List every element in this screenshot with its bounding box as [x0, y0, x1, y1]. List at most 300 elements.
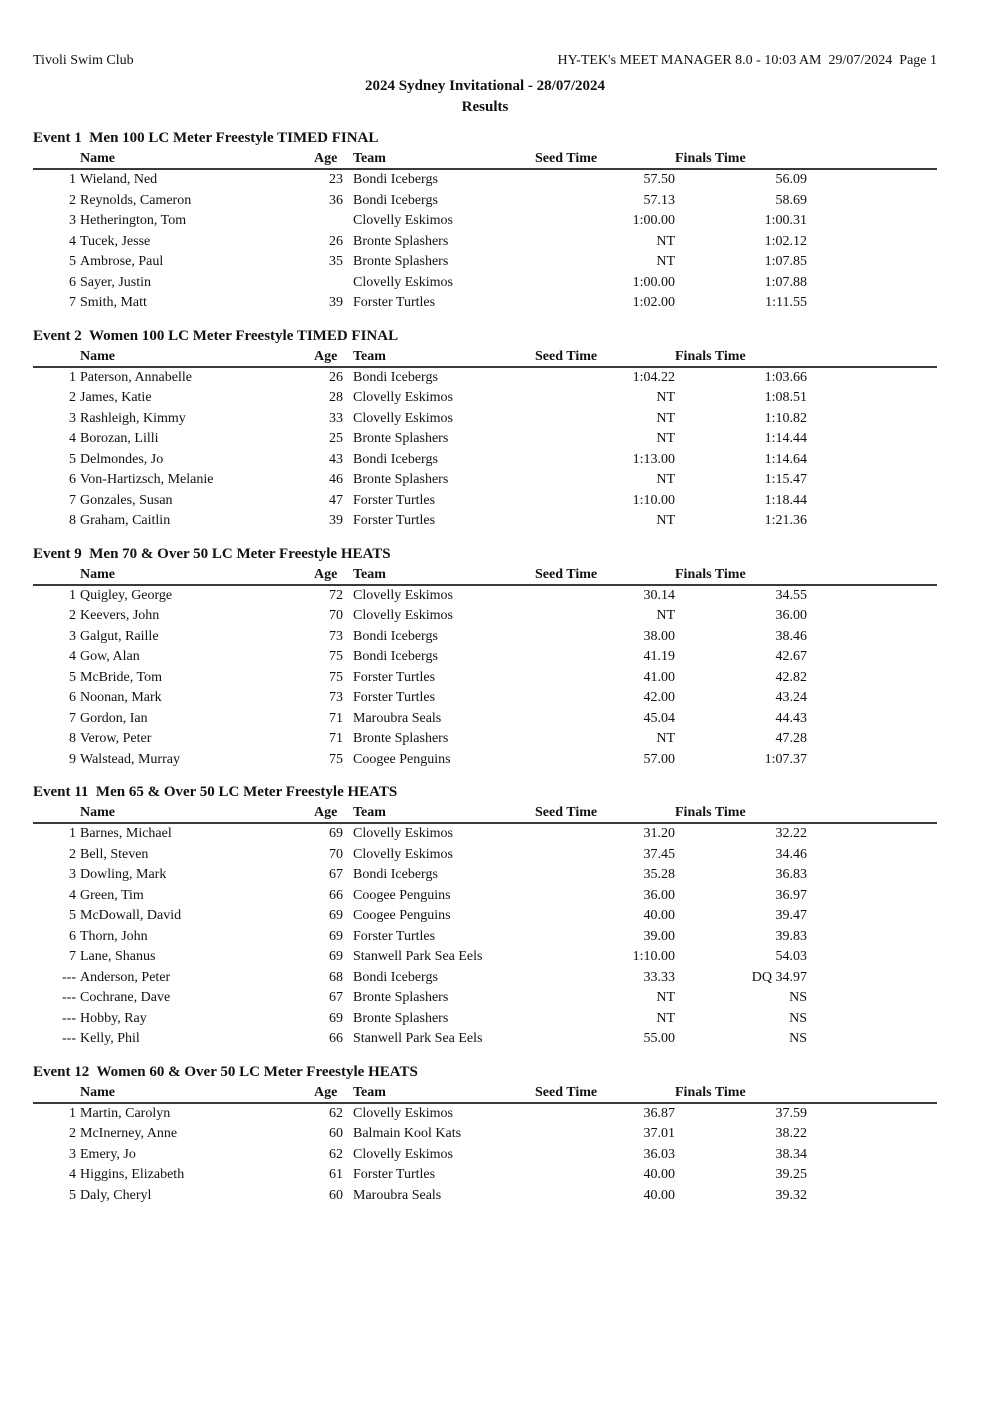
cell-team: Forster Turtles [353, 513, 436, 528]
column-header-seed-time: Seed Time [535, 149, 675, 169]
cell-fill [807, 1029, 937, 1050]
cell-name: Wieland, Ned [80, 172, 158, 187]
column-header-team: Team [343, 565, 535, 585]
cell-name: Barnes, Michael [80, 826, 172, 841]
column-header-place [33, 347, 76, 367]
cell-team: Bronte Splashers [353, 990, 449, 1005]
cell-name: Delmondes, Jo [80, 451, 164, 467]
cell-age: 69 [329, 908, 343, 923]
cell-fill [807, 606, 937, 627]
result-row [33, 647, 937, 668]
result-row [33, 470, 937, 491]
cell-age: 62 [329, 1105, 343, 1121]
cell-finals: NS [789, 1031, 807, 1046]
cell-age: 71 [329, 731, 343, 746]
cell-seed: NT [656, 233, 675, 249]
results-table [33, 803, 937, 1050]
cell-team: Bondi Icebergs [353, 192, 438, 208]
cell-seed: 30.14 [643, 587, 675, 603]
result-row [33, 191, 937, 212]
cell-finals: 36.83 [775, 867, 807, 882]
cell-team: Clovelly Eskimos [353, 846, 453, 862]
cell-fill [807, 273, 937, 294]
cell-team: Bondi Icebergs [353, 867, 438, 882]
cell-finals: 38.34 [775, 1146, 807, 1162]
cell-team: Maroubra Seals [353, 1187, 442, 1203]
result-row [33, 845, 937, 866]
cell-place: 2 [69, 1126, 76, 1141]
cell-fill [807, 647, 937, 668]
cell-place: 3 [69, 1146, 76, 1162]
cell-age: 61 [329, 1167, 343, 1182]
cell-age: 25 [329, 431, 343, 446]
column-header-team: Team [343, 347, 535, 367]
cell-name: Smith, Matt [80, 295, 147, 310]
cell-name: Gow, Alan [80, 649, 140, 664]
cell-age: 69 [329, 949, 343, 964]
cell-fill [807, 491, 937, 512]
cell-finals: 43.24 [775, 690, 807, 705]
cell-team: Clovelly Eskimos [353, 213, 453, 228]
results-body [33, 585, 937, 771]
cell-seed: 36.03 [643, 1146, 675, 1162]
cell-team: Clovelly Eskimos [353, 608, 453, 623]
results-body [33, 367, 937, 532]
event-section [33, 783, 937, 1050]
cell-fill [807, 1103, 937, 1125]
cell-place: 5 [69, 451, 76, 467]
cell-seed: NT [656, 1010, 675, 1026]
cell-fill [807, 947, 937, 968]
event-section [33, 129, 937, 314]
cell-team: Balmain Kool Kats [353, 1126, 462, 1141]
cell-place: 3 [69, 867, 76, 882]
cell-seed: 41.00 [643, 669, 675, 685]
result-row [33, 709, 937, 730]
cell-age: 33 [329, 410, 343, 426]
cell-finals: 1:14.44 [764, 431, 807, 446]
event-title: Event 2 Women 100 LC Meter Freestyle TIMED FINAL [33, 327, 399, 344]
cell-finals: 32.22 [775, 826, 807, 841]
cell-name: Higgins, Elizabeth [80, 1167, 185, 1182]
cell-fill [807, 668, 937, 689]
generator-info: HY-TEK's MEET MANAGER 8.0 - 10:03 AM 29/07/2024 Page 1 [557, 53, 937, 68]
cell-finals: 1:03.66 [764, 369, 807, 385]
cell-place: --- [62, 1010, 76, 1026]
cell-age: 75 [329, 669, 343, 685]
cell-seed: NT [656, 731, 675, 746]
cell-place: 3 [69, 410, 76, 426]
cell-fill [807, 750, 937, 771]
cell-seed: 40.00 [643, 1187, 675, 1203]
cell-age: 73 [329, 690, 343, 705]
cell-finals: 39.83 [775, 928, 807, 944]
result-row [33, 293, 937, 314]
cell-fill [807, 729, 937, 750]
cell-fill [807, 409, 937, 430]
cell-place: 2 [69, 390, 76, 405]
cell-seed: 1:02.00 [632, 295, 675, 310]
cell-name: Gordon, Ian [80, 710, 148, 726]
column-header-team: Team [343, 803, 535, 823]
cell-age: 35 [329, 254, 343, 269]
cell-seed: 1:04.22 [632, 369, 675, 385]
event-title: Event 1 Men 100 LC Meter Freestyle TIMED FINAL [33, 130, 379, 146]
cell-seed: 55.00 [643, 1031, 675, 1046]
column-header-seed-time: Seed Time [535, 565, 675, 585]
cell-seed: NT [656, 472, 675, 487]
cell-team: Forster Turtles [353, 690, 436, 705]
cell-finals: 56.09 [775, 172, 807, 187]
cell-fill [807, 1124, 937, 1145]
cell-place: 1 [69, 587, 76, 603]
cell-team: Clovelly Eskimos [353, 274, 453, 290]
cell-place: --- [62, 990, 76, 1005]
meet-title: 2024 Sydney Invitational - 28/07/2024 [364, 78, 606, 94]
cell-fill [807, 865, 937, 886]
cell-team: Bondi Icebergs [353, 969, 438, 985]
cell-team: Bronte Splashers [353, 254, 449, 269]
cell-fill [807, 988, 937, 1009]
column-header-fill [807, 565, 937, 585]
cell-seed: 45.04 [643, 710, 675, 726]
cell-team: Bronte Splashers [353, 1010, 449, 1026]
cell-place: 5 [69, 908, 76, 923]
result-row [33, 1103, 937, 1125]
cell-finals: 1:21.36 [764, 513, 807, 528]
cell-age: 23 [329, 172, 343, 187]
cell-finals: DQ 34.97 [751, 969, 807, 985]
cell-fill [807, 470, 937, 491]
cell-team: Forster Turtles [353, 1167, 436, 1182]
cell-finals: 1:14.64 [764, 451, 807, 467]
column-header-name: Name [76, 149, 314, 169]
column-header-finals-time: Finals Time [675, 803, 807, 823]
cell-fill [807, 388, 937, 409]
cell-team: Stanwell Park Sea Eels [353, 949, 483, 964]
cell-age: 68 [329, 969, 343, 985]
cell-age: 70 [329, 846, 343, 862]
cell-team: Coogee Penguins [353, 751, 451, 767]
result-row [33, 252, 937, 273]
cell-seed: 1:13.00 [632, 451, 675, 467]
cell-fill [807, 968, 937, 989]
column-header-place [33, 1083, 76, 1103]
cell-fill [807, 1165, 937, 1186]
cell-team: Bondi Icebergs [353, 172, 438, 187]
cell-team: Coogee Penguins [353, 908, 451, 923]
column-header-finals-time: Finals Time [675, 1083, 807, 1103]
cell-finals: NS [789, 1010, 807, 1026]
cell-name: Borozan, Lilli [80, 431, 159, 446]
cell-seed: NT [656, 608, 675, 623]
cell-seed: 35.28 [643, 867, 675, 882]
cell-name: Von-Hartizsch, Melanie [80, 472, 214, 487]
cell-seed: 57.50 [643, 172, 675, 187]
cell-finals: 36.00 [775, 608, 807, 623]
cell-fill [807, 169, 937, 191]
cell-fill [807, 511, 937, 532]
cell-fill [807, 293, 937, 314]
cell-name: Graham, Caitlin [80, 513, 171, 528]
cell-fill [807, 886, 937, 907]
cell-name: Paterson, Annabelle [80, 369, 192, 385]
cell-name: Bell, Steven [80, 846, 149, 862]
results-table [33, 1083, 937, 1207]
cell-seed: 37.45 [643, 846, 675, 862]
result-row [33, 688, 937, 709]
event-section [33, 1063, 937, 1207]
cell-name: Hobby, Ray [80, 1010, 147, 1026]
cell-name: James, Katie [80, 390, 152, 405]
cell-age: 39 [329, 295, 343, 310]
cell-fill [807, 688, 937, 709]
cell-name: Green, Tim [80, 887, 144, 903]
event-section [33, 545, 937, 771]
cell-seed: 1:10.00 [632, 492, 675, 508]
cell-fill [807, 927, 937, 948]
cell-age: 47 [329, 492, 343, 508]
cell-seed: 1:00.00 [632, 213, 675, 228]
cell-seed: NT [656, 990, 675, 1005]
cell-place: 2 [69, 192, 76, 208]
cell-seed: 39.00 [643, 928, 675, 944]
cell-place: 3 [69, 628, 76, 644]
cell-name: Ambrose, Paul [80, 254, 164, 269]
cell-place: 7 [69, 492, 76, 508]
cell-seed: 31.20 [643, 826, 675, 841]
cell-fill [807, 1186, 937, 1207]
cell-name: Gonzales, Susan [80, 492, 173, 508]
cell-name: Rashleigh, Kimmy [80, 410, 186, 426]
cell-seed: 42.00 [643, 690, 675, 705]
cell-place: 1 [69, 172, 76, 187]
cell-name: Dowling, Mark [80, 867, 167, 882]
cell-place: 6 [69, 274, 76, 290]
cell-place: 8 [69, 513, 76, 528]
cell-fill [807, 585, 937, 607]
result-row [33, 169, 937, 191]
cell-seed: 33.33 [643, 969, 675, 985]
result-row [33, 491, 937, 512]
cell-place: 4 [69, 431, 76, 446]
cell-name: McInerney, Anne [80, 1126, 178, 1141]
result-row [33, 606, 937, 627]
cell-name: Kelly, Phil [80, 1031, 140, 1046]
cell-team: Clovelly Eskimos [353, 410, 453, 426]
cell-seed: 36.87 [643, 1105, 675, 1121]
cell-place: 5 [69, 1187, 76, 1203]
cell-place: 4 [69, 887, 76, 903]
cell-age: 62 [329, 1146, 343, 1162]
result-row [33, 750, 937, 771]
cell-name: Martin, Carolyn [80, 1105, 171, 1121]
cell-age: 28 [329, 390, 343, 405]
cell-name: Tucek, Jesse [80, 233, 151, 249]
result-row [33, 388, 937, 409]
cell-age: 26 [329, 369, 343, 385]
column-header-name: Name [76, 1083, 314, 1103]
cell-place: 4 [69, 649, 76, 664]
event-section [33, 327, 937, 532]
cell-place: 5 [69, 254, 76, 269]
cell-seed: 40.00 [643, 1167, 675, 1182]
cell-name: Sayer, Justin [80, 274, 151, 290]
result-row [33, 367, 937, 389]
cell-age: 67 [329, 867, 343, 882]
results-header-row [33, 149, 937, 169]
results-table [33, 565, 937, 771]
cell-team: Clovelly Eskimos [353, 390, 453, 405]
cell-name: Lane, Shanus [80, 949, 156, 964]
cell-name: Quigley, George [80, 587, 173, 603]
cell-seed: 40.00 [643, 908, 675, 923]
cell-age: 75 [329, 751, 343, 767]
cell-place: 9 [69, 751, 76, 767]
meet-subtitle: Results [461, 99, 509, 115]
cell-age: 43 [329, 451, 343, 467]
cell-age: 75 [329, 649, 343, 664]
cell-team: Clovelly Eskimos [353, 826, 453, 841]
cell-finals: 1:08.51 [764, 390, 807, 405]
result-row [33, 1165, 937, 1186]
cell-seed: NT [656, 254, 675, 269]
result-row [33, 968, 937, 989]
cell-finals: 1:00.31 [764, 213, 807, 228]
result-row [33, 865, 937, 886]
result-row [33, 511, 937, 532]
cell-place: 4 [69, 233, 76, 249]
cell-place: 4 [69, 1167, 76, 1182]
cell-place: 6 [69, 928, 76, 944]
result-row [33, 232, 937, 253]
column-header-seed-time: Seed Time [535, 1083, 675, 1103]
cell-place: 7 [69, 295, 76, 310]
column-header-name: Name [76, 347, 314, 367]
cell-fill [807, 232, 937, 253]
cell-place: 2 [69, 846, 76, 862]
column-header-age: Age [314, 803, 343, 823]
result-row [33, 1145, 937, 1166]
results-body [33, 1103, 937, 1207]
cell-team: Clovelly Eskimos [353, 587, 453, 603]
cell-finals: 1:07.88 [764, 274, 807, 290]
result-row [33, 886, 937, 907]
cell-age [314, 273, 343, 294]
cell-finals: 42.82 [775, 669, 807, 685]
cell-name: McBride, Tom [80, 669, 162, 685]
cell-finals: 1:11.55 [765, 295, 807, 310]
cell-team: Forster Turtles [353, 295, 436, 310]
cell-seed: NT [656, 513, 675, 528]
results-header-row [33, 347, 937, 367]
cell-name: Verow, Peter [80, 731, 152, 746]
cell-name: Galgut, Raille [80, 628, 159, 644]
cell-age: 36 [329, 192, 343, 208]
event-title: Event 11 Men 65 & Over 50 LC Meter Freestyle HEATS [33, 784, 398, 800]
cell-name: Reynolds, Cameron [80, 192, 192, 208]
cell-age: 71 [329, 710, 343, 726]
cell-seed: 1:10.00 [632, 949, 675, 964]
result-row [33, 273, 937, 294]
cell-seed: NT [656, 390, 675, 405]
column-header-finals-time: Finals Time [675, 149, 807, 169]
cell-seed: 41.19 [643, 649, 675, 664]
cell-fill [807, 429, 937, 450]
cell-team: Forster Turtles [353, 928, 436, 944]
cell-age: 69 [329, 1010, 343, 1026]
cell-place: 8 [69, 731, 76, 746]
cell-team: Bondi Icebergs [353, 369, 438, 385]
cell-finals: 1:18.44 [764, 492, 807, 508]
cell-team: Maroubra Seals [353, 710, 442, 726]
cell-name: Cochrane, Dave [80, 990, 171, 1005]
cell-finals: 47.28 [775, 731, 807, 746]
cell-place: 6 [69, 690, 76, 705]
result-row [33, 947, 937, 968]
result-row [33, 927, 937, 948]
column-header-finals-time: Finals Time [675, 565, 807, 585]
cell-age: 60 [329, 1126, 343, 1141]
cell-finals: 1:07.37 [764, 751, 807, 767]
results-body [33, 169, 937, 314]
cell-finals: 44.43 [775, 710, 807, 726]
result-row [33, 823, 937, 845]
cell-finals: 1:02.12 [764, 233, 807, 249]
column-header-place [33, 565, 76, 585]
cell-fill [807, 211, 937, 232]
cell-team: Bronte Splashers [353, 233, 449, 249]
cell-team: Bondi Icebergs [353, 451, 438, 467]
column-header-team: Team [343, 149, 535, 169]
cell-seed: 36.00 [643, 887, 675, 903]
cell-place: 1 [69, 826, 76, 841]
cell-finals: 34.55 [775, 587, 807, 603]
result-row [33, 627, 937, 648]
cell-name: McDowall, David [80, 908, 182, 923]
cell-place: 3 [69, 213, 76, 228]
cell-place: 7 [69, 710, 76, 726]
cell-age: 46 [329, 472, 343, 487]
cell-fill [807, 191, 937, 212]
cell-fill [807, 1145, 937, 1166]
results-table [33, 347, 937, 532]
cell-seed: 57.13 [643, 192, 675, 208]
cell-age: 67 [329, 990, 343, 1005]
cell-age: 70 [329, 608, 343, 623]
cell-fill [807, 906, 937, 927]
result-row [33, 450, 937, 471]
result-row [33, 1029, 937, 1050]
cell-finals: 39.47 [775, 908, 807, 923]
cell-age [314, 211, 343, 232]
result-row [33, 429, 937, 450]
result-row [33, 1124, 937, 1145]
results-table [33, 149, 937, 314]
cell-team: Clovelly Eskimos [353, 1105, 453, 1121]
column-header-age: Age [314, 1083, 343, 1103]
results-header-row [33, 1083, 937, 1103]
cell-seed: 1:00.00 [632, 274, 675, 290]
cell-finals: NS [789, 990, 807, 1005]
result-row [33, 1186, 937, 1207]
column-header-seed-time: Seed Time [535, 347, 675, 367]
cell-seed: NT [656, 410, 675, 426]
cell-finals: 58.69 [775, 192, 807, 208]
cell-age: 73 [329, 628, 343, 644]
cell-finals: 36.97 [775, 887, 807, 903]
cell-finals: 39.25 [775, 1167, 807, 1182]
